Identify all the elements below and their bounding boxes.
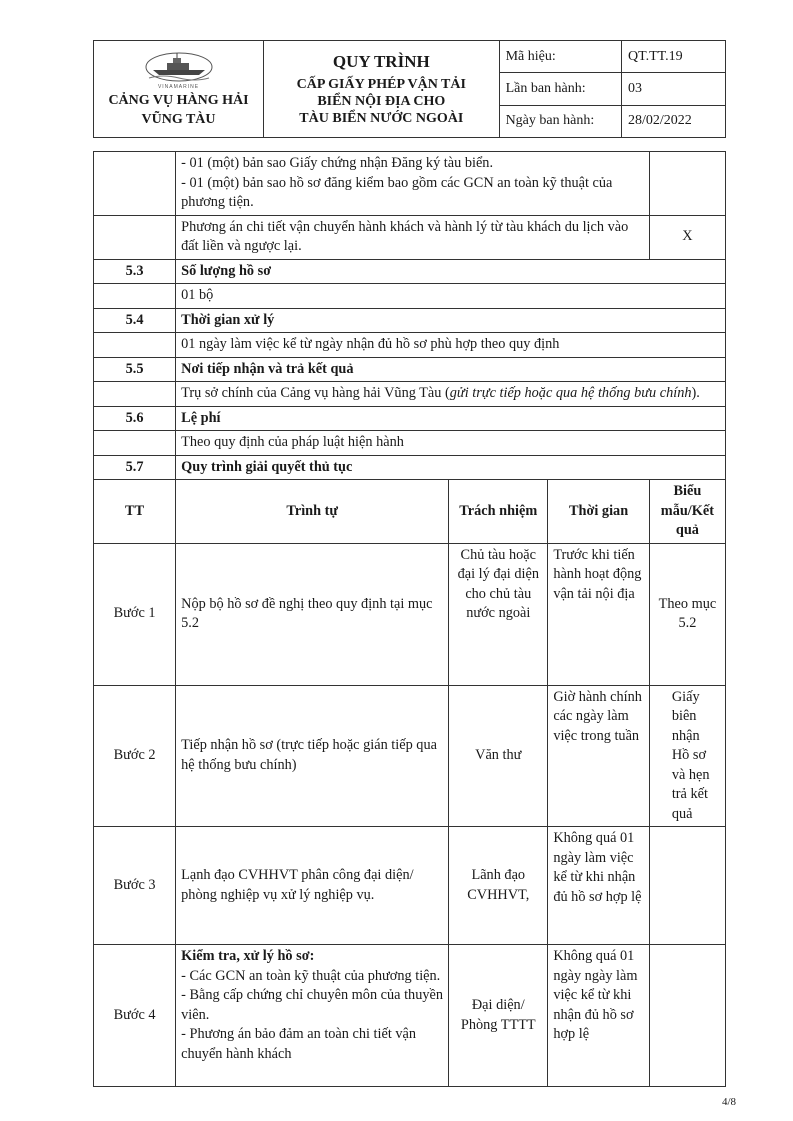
step-time: Không quá 01 ngày làm việc kể từ khi nhận đủ hồ sơ hợp lệ xyxy=(548,827,650,945)
section-title: Quy trình giải quyết thủ tục xyxy=(176,455,726,480)
organization-cell xyxy=(94,41,264,138)
section-content: Theo quy định của pháp luật hiện hành xyxy=(176,431,726,456)
section-5-3-title-row xyxy=(94,259,726,284)
section-content: 01 ngày làm việc kể từ ngày nhận đủ hồ sơ phù hợp theo quy định xyxy=(176,333,726,358)
step-sequence: Kiểm tra, xử lý hồ sơ: - Các GCN an toàn kỹ thuật của phương tiện. - Bằng cấp chứng chỉ chuyên môn của thuyền viên. - Phương án bảo đảm an toàn chi tiết vận chuyển hành khách xyxy=(176,945,449,1087)
section-5-3-content-row xyxy=(94,284,726,309)
step-responsible: Đại diện/ Phòng TTTT xyxy=(449,945,548,1087)
continued-docs-text: - 01 (một) bản sao Giấy chứng nhận Đăng ký tàu biển. - 01 (một) bản sao hồ sơ đăng kiểm bao gồm các GCN an toàn kỹ thuật của phương tiện. xyxy=(176,152,650,216)
step-row xyxy=(94,827,726,945)
section-content: Trụ sở chính của Cảng vụ hàng hải Vũng Tàu (gửi trực tiếp hoặc qua hệ thống bưu chính). xyxy=(176,382,726,407)
step-row xyxy=(94,945,726,1087)
section-title: Thời gian xử lý xyxy=(176,308,726,333)
step-form xyxy=(649,827,725,945)
org-name-line2: VŨNG TÀU xyxy=(141,112,216,127)
section-title: Nơi tiếp nhận và trả kết quả xyxy=(176,357,726,382)
section-5-5-content-row xyxy=(94,382,726,407)
section-5-6-content-row xyxy=(94,431,726,456)
step-form xyxy=(649,945,725,1087)
section-content: 01 bộ xyxy=(176,284,726,309)
org-name-line1: CẢNG VỤ HÀNG HẢI xyxy=(108,93,249,108)
header-responsible: Trách nhiệm xyxy=(449,480,548,544)
step-tt: Bước 1 xyxy=(94,543,176,685)
continued-docs-row xyxy=(94,152,726,216)
step-row xyxy=(94,543,726,685)
section-number: 5.7 xyxy=(94,455,176,480)
section-5-6-title-row xyxy=(94,406,726,431)
header-tt: TT xyxy=(94,480,176,544)
step-responsible: Văn thư xyxy=(449,685,548,827)
section-5-4-content-row xyxy=(94,333,726,358)
step-sequence: Nộp bộ hồ sơ đề nghị theo quy định tại mục 5.2 xyxy=(176,543,449,685)
logo-text: VINAMARINE xyxy=(157,84,200,90)
section-5-5-title-row xyxy=(94,357,726,382)
document-subtitle-line1: CẤP GIẤY PHÉP VẬN TẢI xyxy=(296,76,466,92)
section-5-7-title-row xyxy=(94,455,726,480)
section-number: 5.6 xyxy=(94,406,176,431)
section-number: 5.3 xyxy=(94,259,176,284)
header-form: Biểu mẫu/Kết quả xyxy=(649,480,725,544)
plan-text: Phương án chi tiết vận chuyển hành khách và hành lý từ tàu khách du lịch vào đất liền và ngược lại. xyxy=(176,215,650,259)
step-time: Giờ hành chính các ngày làm việc trong tuần xyxy=(548,685,650,827)
header-time: Thời gian xyxy=(548,480,650,544)
section-title: Số lượng hồ sơ xyxy=(176,259,726,284)
step-tt: Bước 4 xyxy=(94,945,176,1087)
title-cell xyxy=(264,41,500,138)
step-time: Không quá 01 ngày ngày làm việc kể từ khi nhận đủ hồ sơ hợp lệ xyxy=(548,945,650,1087)
step-responsible: Chủ tàu hoặc đại lý đại diện cho chủ tàu nước ngoài xyxy=(449,543,548,685)
section-number: 5.4 xyxy=(94,308,176,333)
section-number: 5.5 xyxy=(94,357,176,382)
document-subtitle-line3: TÀU BIỂN NƯỚC NGOÀI xyxy=(299,110,464,126)
procedure-table xyxy=(93,151,726,1087)
section-5-4-title-row xyxy=(94,308,726,333)
step-responsible: Lãnh đạo CVHHVT, xyxy=(449,827,548,945)
step-row xyxy=(94,685,726,827)
issue-label: Lần ban hành: xyxy=(499,73,621,105)
document-header xyxy=(93,40,726,138)
header-sequence: Trình tự xyxy=(176,480,449,544)
step-tt: Bước 3 xyxy=(94,827,176,945)
issue-value: 03 xyxy=(621,73,725,105)
step-sequence: Lạnh đạo CVHHVT phân công đại diện/ phòng nghiệp vụ xử lý nghiệp vụ. xyxy=(176,827,449,945)
section-title: Lệ phí xyxy=(176,406,726,431)
step-form: Giấy biên nhận Hồ sơ và hẹn trả kết quả xyxy=(649,685,725,827)
plan-mark: X xyxy=(649,215,725,259)
steps-header-row xyxy=(94,480,726,544)
step-sequence: Tiếp nhận hồ sơ (trực tiếp hoặc gián tiếp qua hệ thống bưu chính) xyxy=(176,685,449,827)
plan-row xyxy=(94,215,726,259)
document-subtitle-line2: BIỂN NỘI ĐỊA CHO xyxy=(317,93,446,109)
code-value: QT.TT.19 xyxy=(621,41,725,73)
document-title: QUY TRÌNH xyxy=(332,51,430,71)
vinamarine-logo-icon xyxy=(143,50,215,84)
page-number: 4/8 xyxy=(721,1096,736,1108)
step-form: Theo mục 5.2 xyxy=(649,543,725,685)
date-label: Ngày ban hành: xyxy=(499,105,621,137)
step-time: Trước khi tiến hành hoạt động vận tải nội địa xyxy=(548,543,650,685)
date-value: 28/02/2022 xyxy=(621,105,725,137)
code-label: Mã hiệu: xyxy=(499,41,621,73)
step-tt: Bước 2 xyxy=(94,685,176,827)
